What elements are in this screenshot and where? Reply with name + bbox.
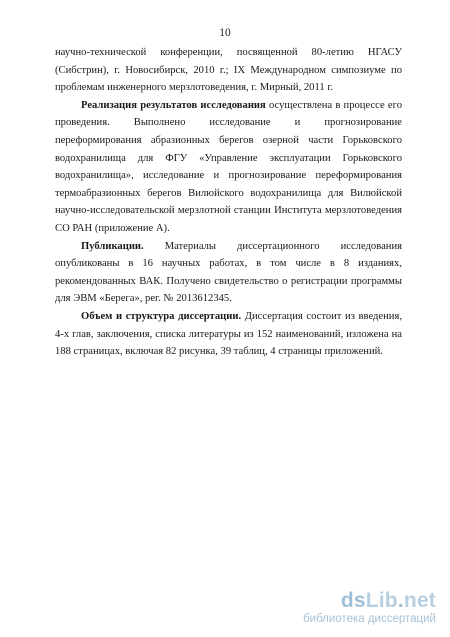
dslib-subtitle: библиотека диссертаций (303, 613, 436, 625)
paragraph-text: научно-технической конференции, посвященной 80-летию НГАСУ (Сибстрин), г. Новосибирск, 2010 г.; IX Международном симпозиуме по проблемам инженерного мерзлотоведения, г. Мирный, 2011 г. (55, 47, 402, 94)
paragraph-text: Диссертация состоит из введения, 4-х глав, заключения, списка литературы из 152 наименований, изложена на 188 страницах, включая 82 рисунка, 39 таблиц, 4 страницы приложений. (55, 310, 402, 358)
dslib-logo: dsLib.net (340, 589, 436, 612)
paragraph-heading: Публикации. (81, 240, 144, 252)
paragraph-heading: Объем и структура диссертации. (81, 310, 242, 322)
dslib-watermark[interactable] (303, 590, 436, 625)
paragraph-implementation (55, 97, 402, 238)
paragraph-heading: Реализация результатов исследования (81, 99, 266, 111)
paragraph-structure (55, 308, 402, 361)
paragraph-text: Материалы диссертационного исследования опубликованы в 16 научных работах, в том числе в 8 изданиях, рекомендованных ВАК. Получено свидетельство о регистрации программы для ЭВМ «Берега», рег. № 2013612345. (55, 240, 402, 305)
paragraph-publications (55, 238, 402, 308)
paragraph-text: осуществлена в процессе его проведения. Выполнено исследование и прогнозирование переформирования абразионных берегов озерной части Горьковского водохранилища для ФГУ «Управление эксплуатации Горьковского водохранилища», исследование и прогнозирование переформирования термоабразионных берегов Вилюйского водохранилища для Вилюйской научно-исследовательской мерзлотной станции Института мерзлотоведения СО РАН (приложение А). (55, 99, 402, 234)
page-number: 10 (219, 27, 231, 39)
paragraph-conferences (55, 44, 402, 97)
body-text (55, 44, 402, 361)
